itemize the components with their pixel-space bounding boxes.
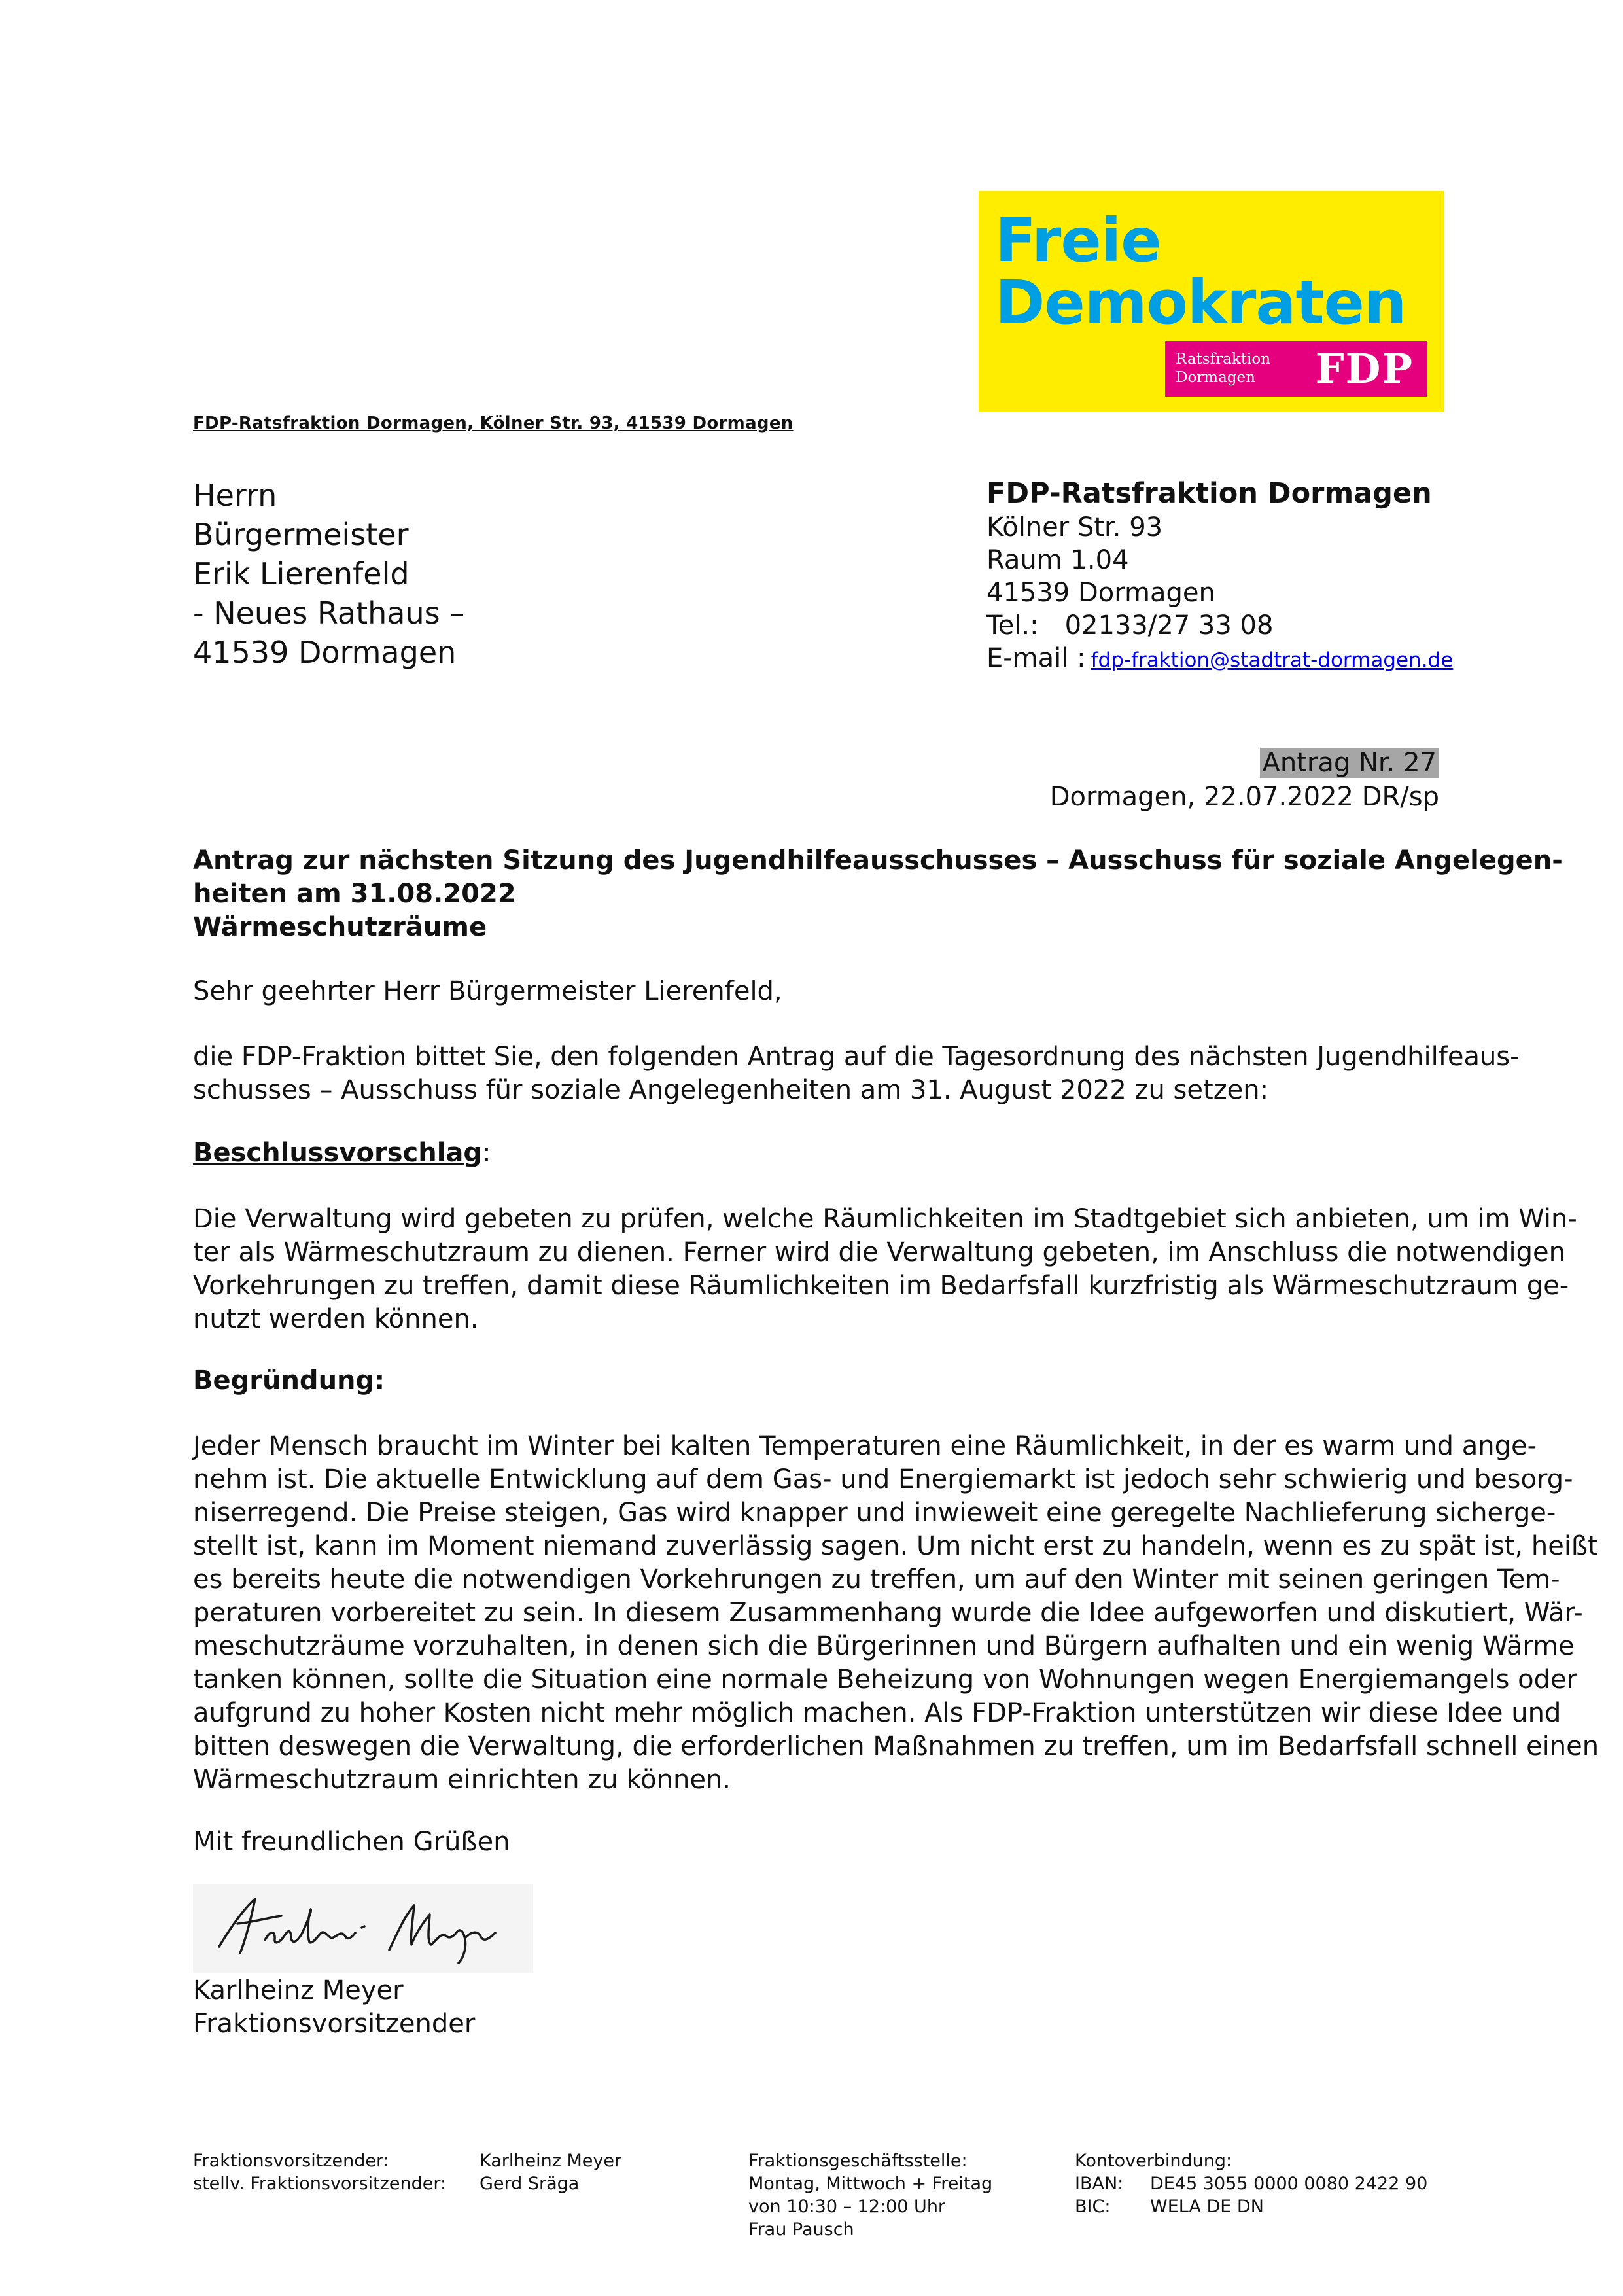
- paragraph-line: Vorkehrungen zu treffen, damit diese Räumlichkeiten im Bedarfsfall kurzfristig als Wärmeschutzraum ge-: [193, 1271, 1569, 1301]
- footer-text: Fraktionsgeschäftsstelle:: [748, 2151, 968, 2171]
- phone-number: 02133/27 33 08: [1064, 610, 1274, 641]
- reference-block: [1050, 746, 1439, 814]
- beschluss-heading: [193, 1137, 1469, 1170]
- logo-word-freie: Freie: [995, 205, 1161, 275]
- paragraph-line: peraturen vorbereitet zu sein. In diesem Zusammenhang wurde die Idee aufgeworfen und diskutiert, Wär-: [193, 1598, 1583, 1628]
- footer-text: Fraktionsvorsitzender:: [193, 2151, 389, 2171]
- paragraph-line: Wärmeschutzraum einrichten zu können.: [193, 1765, 731, 1795]
- recipient-address: [193, 476, 464, 672]
- logo-word-demokraten: Demokraten: [995, 268, 1406, 338]
- footer-col-bank: [1075, 2149, 1427, 2218]
- signer-name: Karlheinz Meyer: [193, 1975, 404, 2005]
- paragraph-line: schusses – Ausschuss für soziale Angelegenheiten am 31. August 2022 zu setzen:: [193, 1075, 1269, 1105]
- email-link[interactable]: fdp-fraktion@stadtrat-dormagen.de: [1091, 648, 1454, 672]
- footer-text: Frau Pausch: [748, 2219, 854, 2240]
- paragraph-line: Die Verwaltung wird gebeten zu prüfen, welche Räumlichkeiten im Stadtgebiet sich anbieten, um im Win-: [193, 1204, 1577, 1234]
- signer: [193, 1974, 475, 2041]
- paragraph-line: nehm ist. Die aktuelle Entwicklung auf dem Gas- und Energiemarkt ist jedoch sehr schwierig und besorg-: [193, 1464, 1573, 1494]
- sender-city: 41539 Dormagen: [986, 578, 1215, 608]
- signer-title: Fraktionsvorsitzender: [193, 2009, 476, 2039]
- footer-text: Kontoverbindung:: [1075, 2151, 1232, 2171]
- salutation: Sehr geehrter Herr Bürgermeister Lierenfeld,: [193, 976, 782, 1006]
- recipient-line: Herrn: [193, 478, 277, 513]
- recipient-line: Bürgermeister: [193, 517, 409, 552]
- sender-address: [986, 476, 1453, 677]
- subject-line: heiten am 31.08.2022: [193, 879, 516, 909]
- paragraph-line: niserregend. Die Preise steigen, Gas wird knapper und inwieweit eine geregelte Nachlieferung sicherge-: [193, 1498, 1556, 1528]
- beschluss-paragraph: [193, 1203, 1577, 1336]
- footer-col-office: [748, 2149, 992, 2241]
- footer-text: Gerd Sräga: [480, 2174, 580, 2194]
- recipient-line: Erik Lierenfeld: [193, 556, 410, 592]
- sender-street: Kölner Str. 93: [986, 512, 1163, 542]
- begruendung-paragraph: [193, 1430, 1599, 1797]
- footer-iban: [1075, 2172, 1427, 2195]
- subject-line: Wärmeschutzräume: [193, 912, 487, 942]
- paragraph-line: es bereits heute die notwendigen Vorkehrungen zu treffen, um auf den Winter mit seinen geringen Tem-: [193, 1564, 1560, 1595]
- subject: [193, 844, 1563, 944]
- beschluss-heading-colon: :: [482, 1138, 491, 1168]
- logo-fdp: FDP: [1315, 345, 1414, 393]
- footer-bic: [1075, 2195, 1427, 2218]
- fdp-logo: [979, 191, 1444, 412]
- paragraph-line: stellt ist, kann im Moment niemand zuverlässig sagen. Um nicht erst zu handeln, wenn es zu spät ist, heißt: [193, 1531, 1598, 1561]
- email-label: E-mail :: [986, 643, 1086, 673]
- footer-col-names: [480, 2149, 621, 2195]
- footer-text: stellv. Fraktionsvorsitzender:: [193, 2174, 447, 2194]
- paragraph-line: bitten deswegen die Verwaltung, die erforderlichen Maßnahmen zu treffen, um im Bedarfsfall schnell einen: [193, 1731, 1599, 1761]
- logo-badge-subtitle: [1176, 350, 1270, 387]
- place-date: Dormagen, 22.07.2022 DR/sp: [1049, 782, 1439, 812]
- bic-label: BIC:: [1075, 2197, 1111, 2217]
- logo-sub-dormagen: Dormagen: [1176, 369, 1255, 386]
- footer-col-roles: [193, 2149, 446, 2195]
- beschluss-heading-text: Beschlussvorschlag: [193, 1138, 483, 1168]
- intro-paragraph: [193, 1040, 1520, 1107]
- paragraph-line: tanken können, sollte die Situation eine normale Beheizung von Wohnungen wegen Energiemangels oder: [193, 1665, 1578, 1695]
- logo-sub-ratsfraktion: Ratsfraktion: [1176, 351, 1271, 368]
- closing: Mit freundlichen Grüßen: [193, 1827, 510, 1857]
- sender-room: Raum 1.04: [986, 545, 1129, 575]
- paragraph-line: ter als Wärmeschutzraum zu dienen. Ferner wird die Verwaltung gebeten, im Anschluss die notwendigen: [193, 1237, 1566, 1267]
- phone-label: Tel.:: [986, 610, 1039, 641]
- iban-value: DE45 3055 0000 0080 2422 90: [1150, 2174, 1428, 2194]
- paragraph-line: meschutzräume vorzuhalten, in denen sich die Bürgerinnen und Bürgern aufhalten und ein wenig Wärme: [193, 1631, 1575, 1661]
- logo-badge: [1165, 341, 1427, 397]
- recipient-line: 41539 Dormagen: [193, 635, 457, 670]
- handwritten-signature: [193, 1884, 533, 1973]
- footer-text: von 10:30 – 12:00 Uhr: [748, 2197, 946, 2217]
- paragraph-line: die FDP-Fraktion bittet Sie, den folgenden Antrag auf die Tagesordnung des nächsten Jugendhilfeaus-: [193, 1042, 1520, 1072]
- sender-email: [986, 642, 1453, 677]
- footer-text: Montag, Mittwoch + Freitag: [748, 2174, 993, 2194]
- sender-name: FDP-Ratsfraktion Dormagen: [986, 477, 1432, 510]
- iban-label: IBAN:: [1075, 2174, 1124, 2194]
- footer-text: Karlheinz Meyer: [480, 2151, 622, 2171]
- return-address: FDP-Ratsfraktion Dormagen, Kölner Str. 93, 41539 Dormagen: [193, 414, 794, 433]
- begruendung-heading: Begründung:: [193, 1366, 385, 1396]
- antrag-number: Antrag Nr. 27: [1260, 748, 1439, 778]
- sender-phone: [986, 609, 1453, 642]
- recipient-line: - Neues Rathaus –: [193, 595, 465, 631]
- paragraph-line: nutzt werden können.: [193, 1304, 479, 1334]
- subject-line: Antrag zur nächsten Sitzung des Jugendhilfeausschusses – Ausschuss für soziale Angelegen-: [193, 845, 1563, 875]
- bic-value: WELA DE DN: [1150, 2197, 1264, 2217]
- paragraph-line: Jeder Mensch braucht im Winter bei kalten Temperaturen eine Räumlichkeit, in der es warm und ange-: [193, 1431, 1537, 1461]
- paragraph-line: aufgrund zu hoher Kosten nicht mehr möglich machen. Als FDP-Fraktion unterstützen wir diese Idee und: [193, 1698, 1562, 1728]
